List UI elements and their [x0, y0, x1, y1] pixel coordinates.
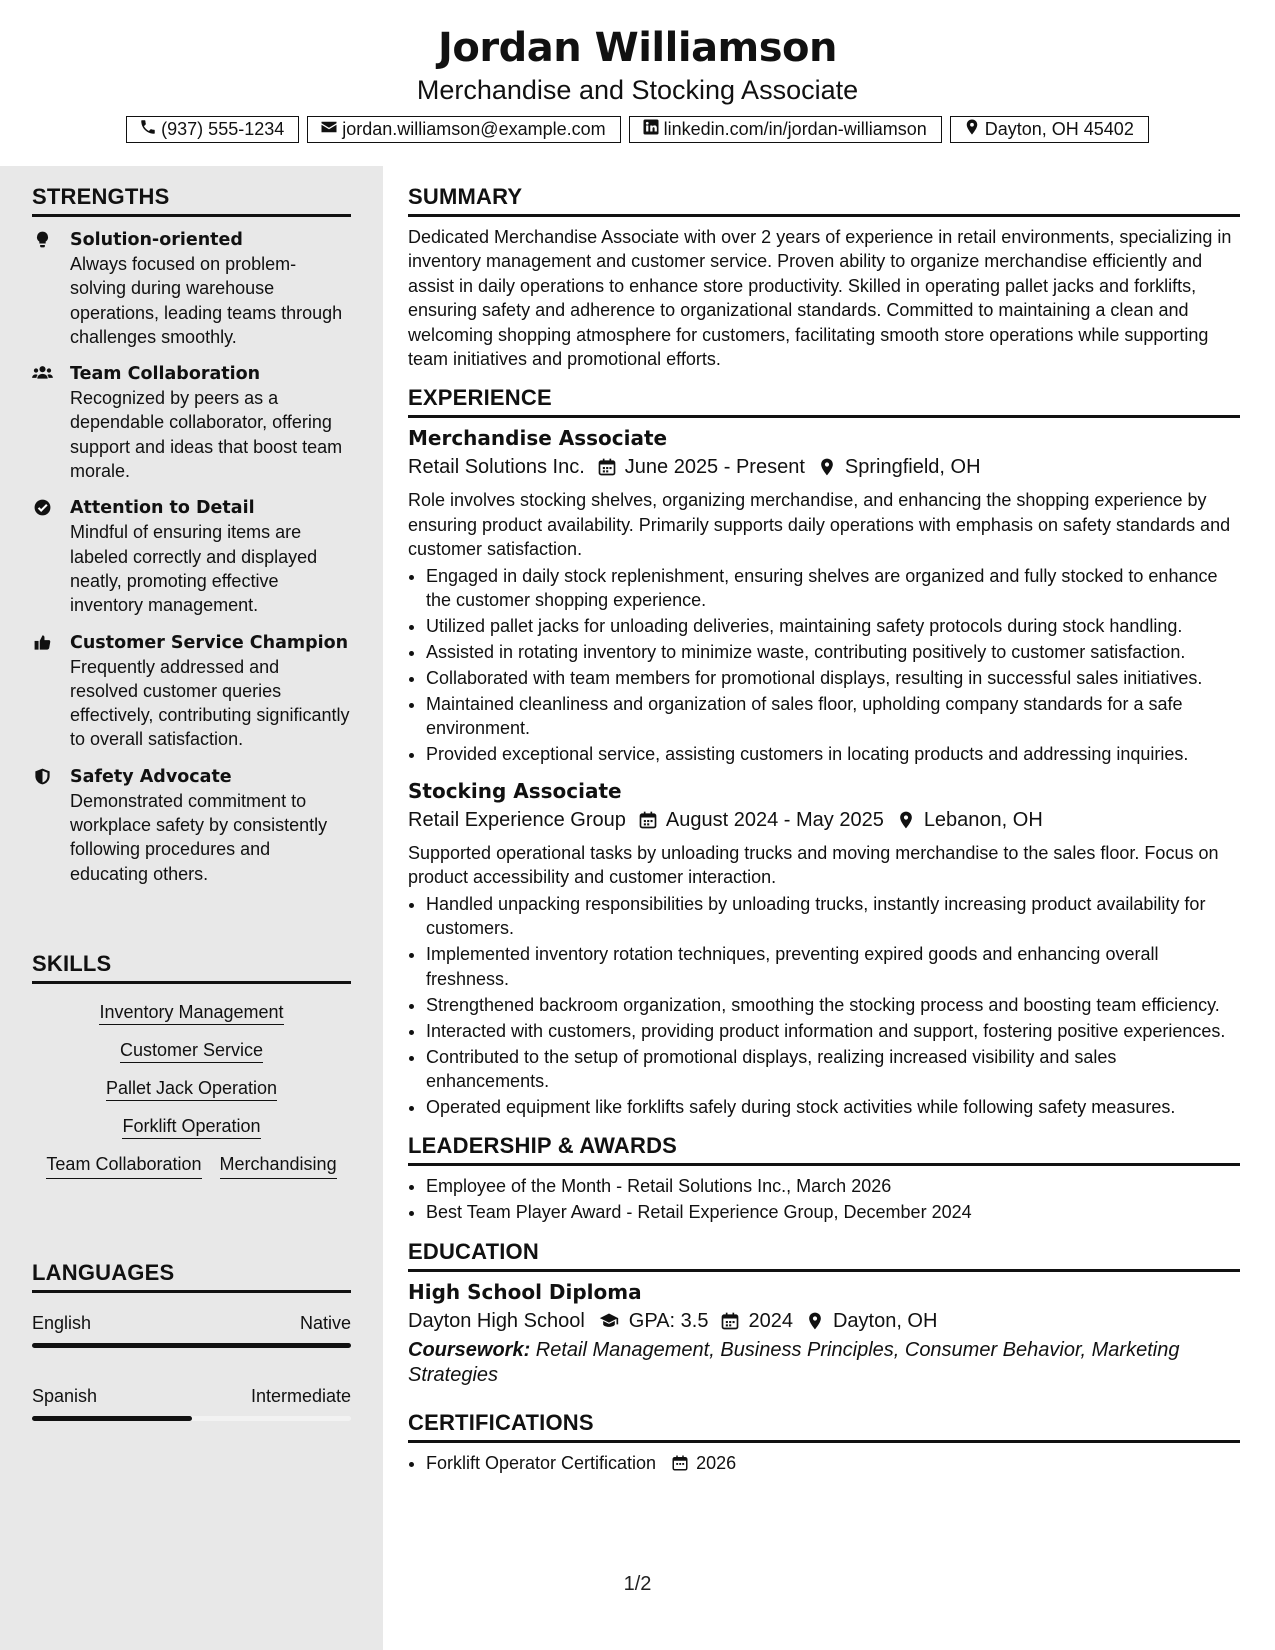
certifications-list	[408, 1451, 1240, 1478]
job-meta	[408, 805, 1240, 835]
summary-text: Dedicated Merchandise Associate with over 2 years of experience in retail environments, specializing in inventory management and customer service. Proven ability to organize merchandise efficiently and assist in daily operations to enhance store productivity. Skilled in operating pallet jacks and forklifts, ensuring safety and adherence to organizational standards. Committed to maintaining a clean and welcoming shopping atmosphere for customers, facilitating smooth store operations while supporting team initiatives and promotional efforts.	[408, 227, 1232, 370]
awards-section	[408, 1133, 1240, 1224]
skill-tag: Customer Service	[120, 1040, 263, 1063]
strength-desc: Always focused on problem-solving during warehouse operations, leading teams through challenges smoothly.	[70, 254, 343, 347]
thumbs-up-icon	[32, 631, 70, 752]
school-location: Dayton, OH	[832, 1309, 938, 1332]
skills-section	[32, 951, 351, 1179]
contact-email-text: jordan.williamson@example.com	[342, 119, 606, 139]
awards-list	[408, 1174, 1240, 1224]
strengths-section	[32, 184, 351, 886]
list-item: • Utilized pallet jacks for unloading deliveries, maintaining safety protocols during stock handling.	[426, 614, 1240, 638]
sidebar	[0, 166, 383, 1650]
strength-title: Customer Service Champion	[70, 632, 349, 653]
job-title: Stocking Associate	[408, 778, 622, 803]
list-item: • Strengthened backroom organization, smoothing the stocking process and boosting team efficiency.	[426, 993, 1240, 1017]
contact-location-text: Dayton, OH 45402	[984, 119, 1134, 139]
list-item: • Maintained cleanliness and organization of sales floor, upholding company standards for a safe environment.	[426, 692, 1240, 741]
coursework-list: Retail Management, Business Principles, Consumer Behavior, Marketing Strategies	[408, 1338, 1180, 1386]
calendar-icon	[708, 1311, 748, 1331]
strength-item	[32, 496, 351, 617]
skill-tag: Inventory Management	[99, 1002, 283, 1025]
gpa: GPA: 3.5	[628, 1309, 709, 1332]
contact-linkedin-text: linkedin.com/in/jordan-williamson	[663, 119, 927, 139]
language-name: Spanish	[32, 1386, 98, 1406]
envelope-icon	[320, 118, 338, 141]
calendar-icon	[671, 1454, 689, 1478]
main-column	[408, 166, 1240, 1480]
skill-row	[32, 1114, 351, 1138]
skills-title: SKILLS	[32, 951, 351, 984]
languages-section	[32, 1260, 351, 1421]
map-pin-icon	[884, 810, 924, 830]
users-icon	[32, 362, 70, 483]
languages-title: LANGUAGES	[32, 1260, 351, 1293]
coursework-label: Coursework:	[408, 1338, 531, 1361]
job-entry	[408, 424, 1240, 766]
job-meta	[408, 452, 1240, 482]
school-name: Dayton High School	[408, 1309, 585, 1332]
coursework	[408, 1338, 1240, 1388]
language-level-fill	[32, 1343, 351, 1348]
graduation-cap-icon	[585, 1311, 629, 1331]
strength-title: Attention to Detail	[70, 498, 255, 519]
list-item: • Provided exceptional service, assisting customers in locating products and addressing inquiries.	[426, 742, 1240, 766]
contact-phone[interactable]	[126, 116, 299, 143]
skill-row	[32, 1000, 351, 1024]
contact-location	[950, 116, 1149, 143]
calendar-icon	[585, 457, 625, 477]
list-item: • Operated equipment like forklifts safely during stock activities while following safety measures.	[426, 1095, 1240, 1119]
skill-row	[32, 1038, 351, 1062]
strength-desc: Mindful of ensuring items are labeled correctly and displayed neatly, promoting effective inventory management.	[70, 522, 318, 616]
skills-list	[32, 1000, 351, 1179]
page-indicator: 1/2	[623, 1573, 652, 1595]
linkedin-icon	[642, 118, 660, 141]
language-level-bar	[32, 1416, 351, 1421]
strength-desc: Recognized by peers as a dependable collaborator, offering support and ideas that boost team morale.	[70, 388, 343, 482]
list-item: • Best Team Player Award - Retail Experience Group, December 2024	[426, 1200, 1240, 1224]
map-pin-icon	[963, 118, 981, 141]
strength-item	[32, 631, 351, 752]
job-bullets	[408, 892, 1240, 1120]
check-circle-icon	[32, 496, 70, 617]
skill-row	[32, 1076, 351, 1100]
job-location: Springfield, OH	[844, 456, 981, 479]
skill-tag: Forklift Operation	[122, 1116, 260, 1139]
candidate-name: Jordan Williamson	[437, 25, 838, 71]
strength-desc: Frequently addressed and resolved customer queries effectively, contributing significantly to overall satisfaction.	[70, 656, 350, 750]
calendar-icon	[626, 810, 666, 830]
strength-desc: Demonstrated commitment to workplace safety by consistently following procedures and educating others.	[70, 790, 328, 884]
certifications-title: CERTIFICATIONS	[408, 1410, 1240, 1443]
summary-title: SUMMARY	[408, 184, 1240, 217]
experience-title: EXPERIENCE	[408, 385, 1240, 418]
graduation-year: 2024	[748, 1309, 793, 1332]
job-location: Lebanon, OH	[923, 808, 1043, 831]
experience-section	[408, 385, 1240, 1119]
education-meta	[408, 1306, 1240, 1336]
job-dates: August 2024 - May 2025	[665, 808, 884, 831]
list-item: • Implemented inventory rotation techniques, preventing expired goods and enhancing overall freshness.	[426, 942, 1240, 991]
contact-bar	[0, 116, 1275, 143]
language-item	[32, 1311, 351, 1348]
strength-title: Safety Advocate	[70, 766, 232, 787]
strength-item	[32, 228, 351, 349]
lightbulb-icon	[32, 228, 70, 349]
contact-phone-text: (937) 555-1234	[161, 119, 285, 139]
list-item: • Employee of the Month - Retail Solutions Inc., March 2026	[426, 1174, 1240, 1198]
language-level: Native	[299, 1313, 351, 1333]
certification-year: 2026	[696, 1452, 737, 1473]
language-item	[32, 1384, 351, 1421]
map-pin-icon	[805, 457, 845, 477]
skill-tag: Pallet Jack Operation	[106, 1078, 277, 1101]
candidate-role: Merchandise and Stocking Associate	[416, 75, 859, 105]
strength-item	[32, 765, 351, 886]
job-description: Role involves stocking shelves, organizing merchandise, and enhancing the shopping experience by ensuring product availability. Primarily supports daily operations with emphasis on safety standards and customer satisfaction.	[408, 490, 1231, 560]
degree-title: High School Diploma	[408, 1279, 642, 1304]
shield-icon	[32, 765, 70, 886]
list-item: • Engaged in daily stock replenishment, ensuring shelves are organized and fully stocked to enhance the customer shopping experience.	[426, 564, 1240, 613]
certifications-section	[408, 1410, 1240, 1478]
job-company: Retail Experience Group	[408, 808, 626, 831]
job-title: Merchandise Associate	[408, 426, 668, 451]
strength-title: Solution-oriented	[70, 230, 243, 250]
education-title: EDUCATION	[408, 1239, 1240, 1272]
list-item: • Handled unpacking responsibilities by unloading trucks, instantly increasing product availability for customers.	[426, 892, 1240, 941]
strength-item	[32, 362, 351, 483]
language-level-fill	[32, 1416, 192, 1421]
resume-header	[0, 0, 1275, 166]
skill-tag: Merchandising	[220, 1152, 337, 1179]
language-level-bar	[32, 1343, 351, 1348]
language-level: Intermediate	[250, 1386, 351, 1406]
education-section	[408, 1239, 1240, 1388]
certification-name: Forklift Operator Certification	[426, 1452, 657, 1473]
list-item: • Contributed to the setup of promotional displays, realizing increased visibility and sales enhancements.	[426, 1045, 1240, 1094]
map-pin-icon	[793, 1311, 833, 1331]
summary-section	[408, 184, 1240, 371]
job-bullets	[408, 564, 1240, 767]
strength-title: Team Collaboration	[70, 364, 261, 385]
contact-email[interactable]	[307, 116, 620, 143]
contact-linkedin[interactable]	[629, 116, 942, 143]
list-item	[426, 1451, 1240, 1478]
language-name: English	[32, 1313, 92, 1333]
list-item: • Interacted with customers, providing product information and support, fostering positive experiences.	[426, 1019, 1240, 1043]
skill-tag: Team Collaboration	[46, 1152, 201, 1179]
phone-icon	[139, 118, 157, 141]
job-company: Retail Solutions Inc.	[408, 456, 585, 479]
strengths-title: STRENGTHS	[32, 184, 351, 217]
job-entry	[408, 777, 1240, 1119]
list-item: • Collaborated with team members for promotional displays, resulting in successful sales initiatives.	[426, 666, 1240, 690]
job-description: Supported operational tasks by unloading trucks and moving merchandise to the sales floor. Focus on product accessibility and customer interaction.	[408, 842, 1219, 888]
list-item: • Assisted in rotating inventory to minimize waste, contributing positively to customer satisfaction.	[426, 640, 1240, 664]
awards-title: LEADERSHIP & AWARDS	[408, 1133, 1240, 1166]
job-dates: June 2025 - Present	[624, 456, 805, 479]
